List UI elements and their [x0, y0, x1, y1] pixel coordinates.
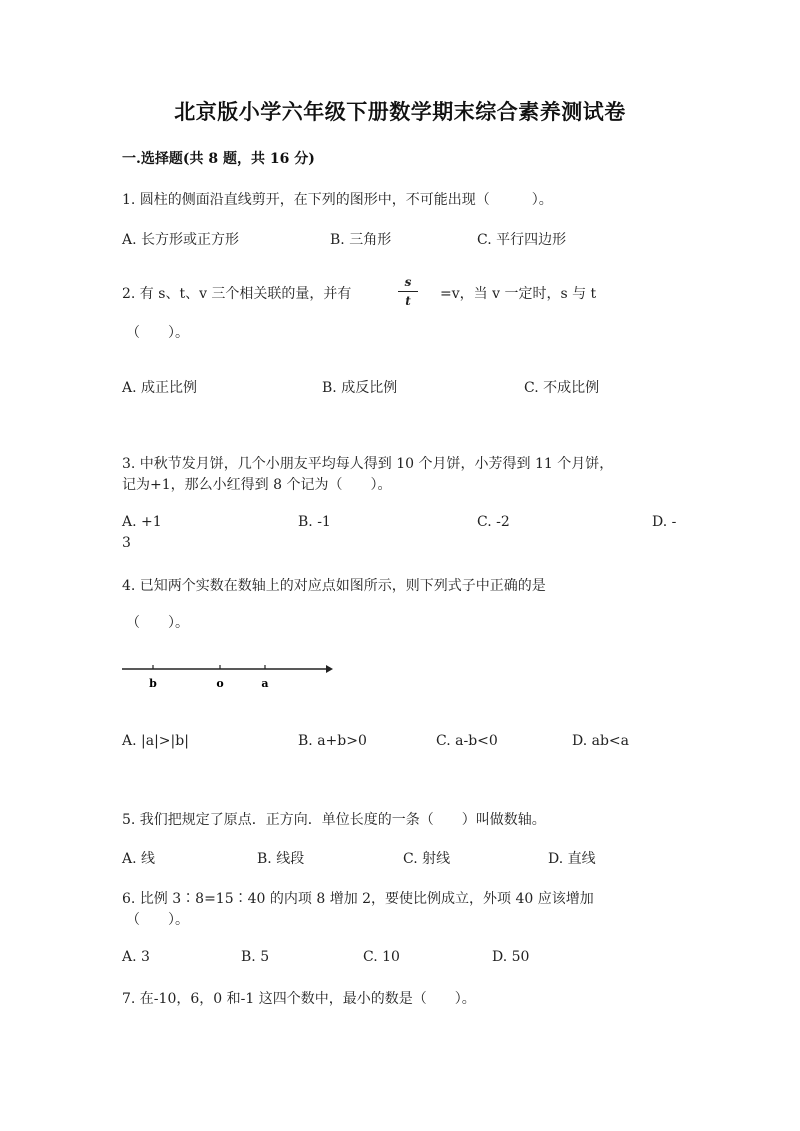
page-title: 北京版小学六年级下册数学期末综合素养测试卷	[174, 99, 626, 124]
number-line-arrow	[326, 665, 333, 673]
question-4-option-d[interactable]: D. ab<a	[572, 733, 630, 749]
question-6-stem-line2: （ ）。	[126, 912, 189, 928]
fraction-bar	[398, 291, 418, 292]
number-line-svg	[122, 660, 336, 692]
section-heading: 一.选择题(共 8 题，共 16 分)	[122, 151, 315, 167]
label-a: a	[261, 677, 269, 690]
question-1-option-c[interactable]: C. 平行四边形	[477, 232, 567, 248]
question-5-stem: 5. 我们把规定了原点．正方向．单位长度的一条（ ）叫做数轴。	[122, 812, 546, 828]
fraction-denominator: t	[405, 294, 411, 308]
question-6-stem-line1: 6. 比例 3∶8=15∶40 的内项 8 增加 2，要使比例成立，外项 40 应该增加	[122, 891, 594, 907]
question-7-stem: 7. 在-10，6，0 和-1 这四个数中，最小的数是（ ）。	[122, 991, 476, 1007]
question-5-option-b[interactable]: B. 线段	[257, 851, 305, 867]
question-6-option-d[interactable]: D. 50	[492, 949, 530, 965]
question-4-option-b[interactable]: B. a+b>0	[298, 733, 367, 749]
question-2-stem-part3: （ ）。	[126, 325, 189, 341]
question-3-option-b[interactable]: B. -1	[298, 514, 331, 530]
question-2-option-a[interactable]: A. 成正比例	[122, 380, 198, 396]
question-1-option-a[interactable]: A. 长方形或正方形	[122, 232, 240, 248]
label-o: o	[216, 677, 224, 690]
question-1-stem: 1. 圆柱的侧面沿直线剪开，在下列的图形中，不可能出现（ ）。	[122, 192, 553, 208]
question-4-stem-line2: （ ）。	[126, 615, 189, 631]
question-5-option-c[interactable]: C. 射线	[403, 851, 451, 867]
question-2-stem-part1: 2. 有 s、t、v 三个相关联的量，并有	[122, 286, 352, 302]
question-4-stem-line1: 4. 已知两个实数在数轴上的对应点如图所示，则下列式子中正确的是	[122, 578, 546, 594]
question-4-option-c[interactable]: C. a-b<0	[436, 733, 498, 749]
question-3-option-a[interactable]: A. +1	[122, 514, 162, 530]
question-1-option-b[interactable]: B. 三角形	[330, 232, 392, 248]
question-3-stem-line2: 记为+1，那么小红得到 8 个记为（ ）。	[122, 477, 392, 493]
fraction-s-over-t	[398, 275, 418, 308]
fraction-numerator: s	[404, 275, 412, 289]
question-2-option-b[interactable]: B. 成反比例	[322, 380, 398, 396]
question-5-option-a[interactable]: A. 线	[122, 851, 156, 867]
question-6-option-b[interactable]: B. 5	[241, 949, 270, 965]
question-2-option-c[interactable]: C. 不成比例	[524, 380, 600, 396]
question-5-option-d[interactable]: D. 直线	[548, 851, 596, 867]
question-3-option-d-wrap: 3	[122, 535, 131, 551]
question-2-stem-part2: =v，当 v 一定时，s 与 t	[440, 286, 597, 302]
question-6-option-a[interactable]: A. 3	[122, 949, 150, 965]
question-6-option-c[interactable]: C. 10	[363, 949, 400, 965]
label-b: b	[149, 677, 157, 690]
number-line-figure	[122, 660, 336, 696]
question-3-option-c[interactable]: C. -2	[477, 514, 510, 530]
question-4-option-a[interactable]: A. |a|>|b|	[122, 733, 189, 749]
question-3-option-d[interactable]: D. -	[652, 514, 677, 530]
question-3-stem-line1: 3. 中秋节发月饼，几个小朋友平均每人得到 10 个月饼，小芳得到 11 个月饼，	[122, 456, 614, 472]
